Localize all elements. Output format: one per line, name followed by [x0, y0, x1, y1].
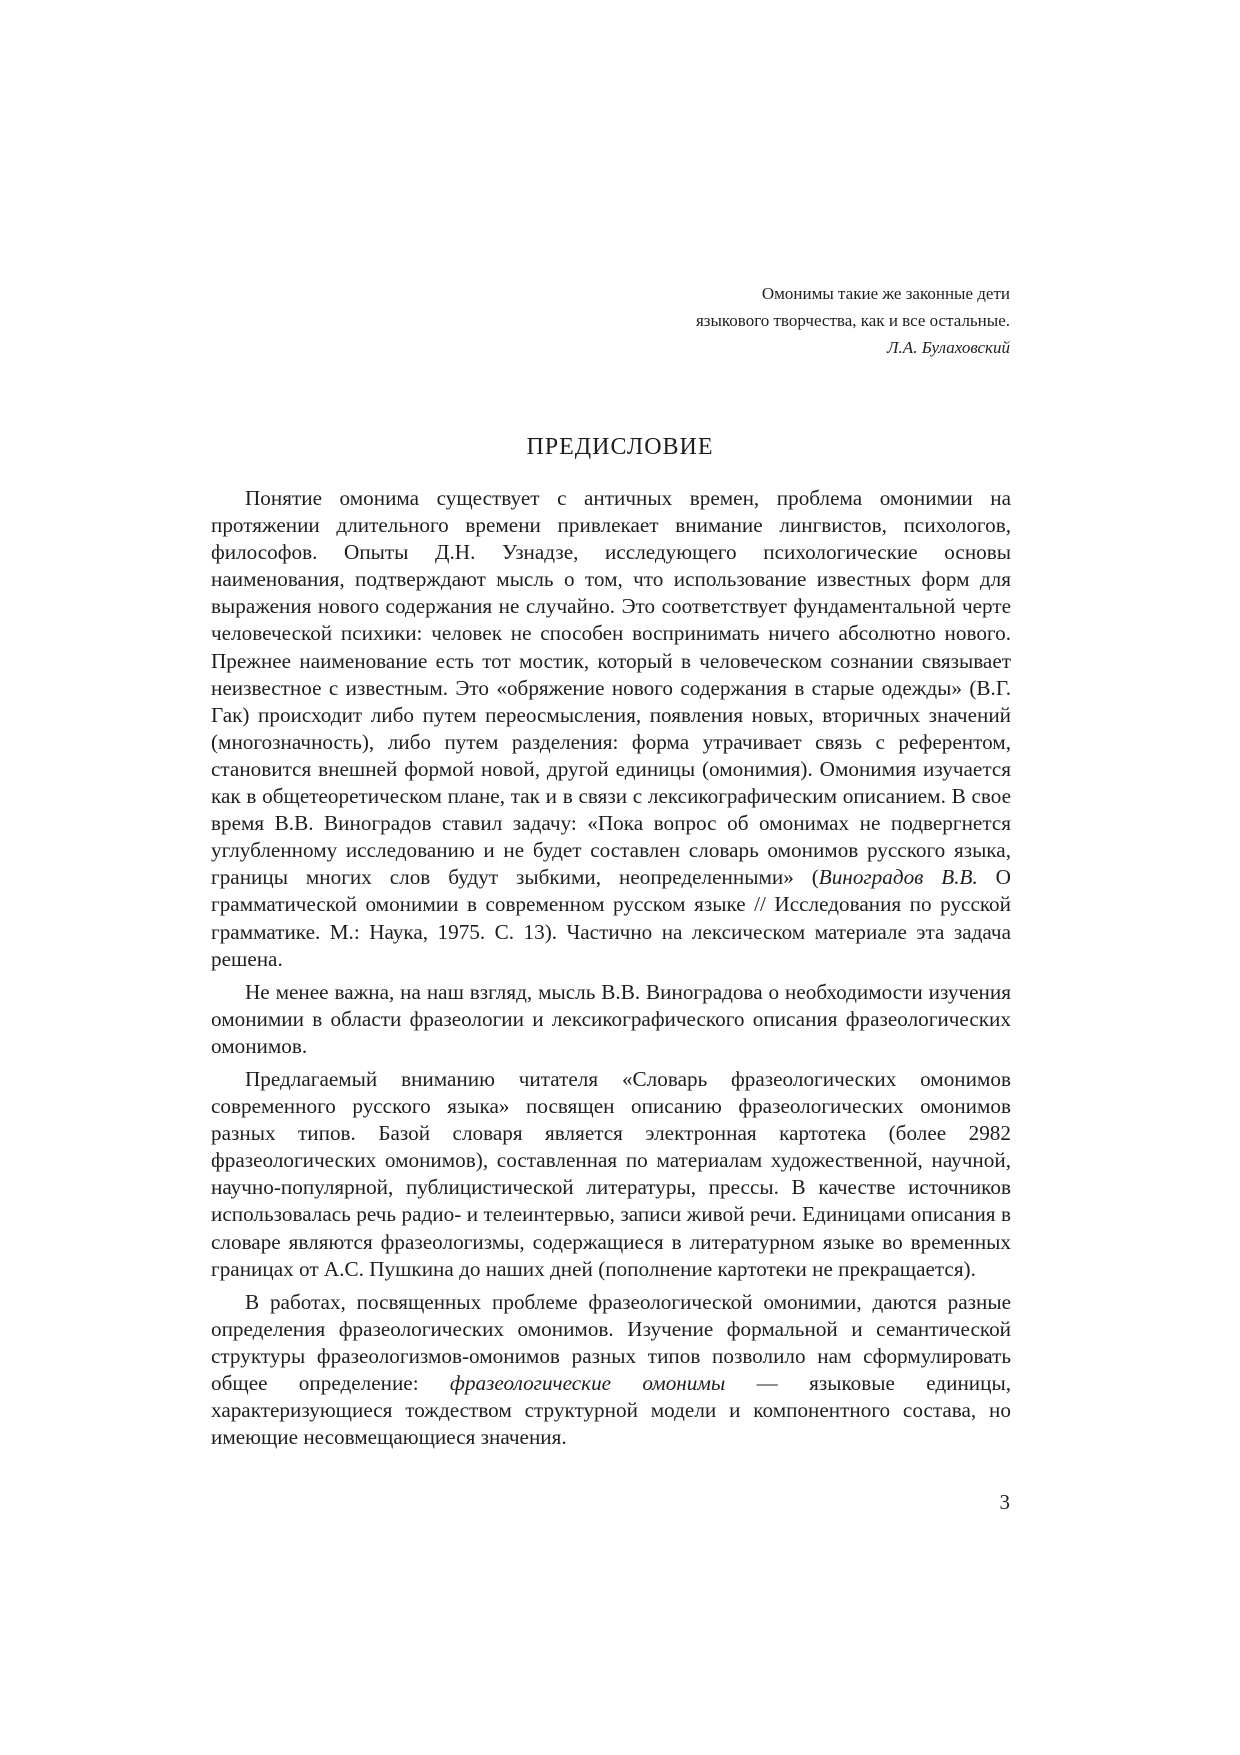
epigraph-line-1: Омонимы такие же законные дети — [761, 284, 1010, 303]
page-number: 3 — [999, 1490, 1010, 1514]
paragraph-1-citation-author: Виноградов В.В. — [818, 865, 978, 890]
paragraph-2: Не менее важна, на наш взгляд, мысль В.В. Виноградова о необходимости изучения омонимии в области фразеологии и лексикографического описания фразеологических омонимов. — [211, 979, 1011, 1058]
paragraph-1-text-a: Понятие омонима существует с античных времен, проблема омонимии на протяжении длительного времени привлекает внимание лингвистов, психологов, философов. Опыты Д.Н. Узнадзе, исследующего психологические основы наименования, подтверждают мысль о том, что использование известных форм для выражения нового содержания не случайно. Это соответствует фундаментальной черте человеческой психики: человек не способен воспринимать ничего абсолютно нового. Прежнее наименование есть тот мостик, который в человеческом сознании связывает неизвестное с известным. Это «обряжение нового содержания в старые одежды» (В.Г. Гак) происходит либо путем переосмысления, появления новых, вторичных значений (многозначность), либо путем разделения: форма утрачивает связь с референтом, становится внешней формой новой, другой единицы (омонимия). Омонимия изучается как в общетеоретическом плане, так и в связи с лексикографическим описанием. В свое время В.В. Виноградов ставил задачу: «Пока вопрос об омонимах не подвергнется углубленному исследованию и не будет составлен словарь омонимов русского языка, границы многих слов будут зыбкими, неопределенными» ( — [211, 486, 1011, 890]
paragraph-1 — [211, 485, 1011, 973]
paragraph-3: Предлагаемый вниманию читателя «Словарь фразеологических омонимов современного русского языка» посвящен описанию фразеологических омонимов разных типов. Базой словаря является электронная картотека (более 2982 фразеологических омонимов), составленная по материалам художественной, научной, научно-популярной, публицистической литературы, прессы. В качестве источников использовалась речь радио- и телеинтервью, записи живой речи. Единицами описания в словаре являются фразеологизмы, содержащиеся в литературном языке во временных границах от А.С. Пушкина до наших дней (пополнение картотеки не прекращается). — [211, 1066, 1011, 1281]
epigraph-author: Л.А. Булаховский — [887, 338, 1010, 357]
paragraph-4-term: фразеологические омонимы — [449, 1371, 726, 1395]
paragraph-4 — [211, 1289, 1011, 1452]
paragraph-1-text-b: О грамматической омонимии в современном русском языке // Исследования по русской грамматике. М.: Наука, 1975. С. 13). Частично на лексическом материале эта задача решена. — [211, 865, 1011, 971]
body-text — [211, 485, 1011, 1451]
paragraph-4-text-a: В работах, посвященных проблеме фразеологической омонимии, даются разные определения фразеологических омонимов. Изучение формальной и семантической структуры фразеологизмов-омонимов разных типов позволило нам сформулировать общее определение: — [211, 1289, 1011, 1395]
paragraph-4-text-b: — языковые единицы, характеризующиеся тождеством структурной модели и компонентного состава, но имеющие несовмещающиеся значения. — [211, 1371, 1011, 1450]
epigraph — [450, 280, 1010, 361]
epigraph-line-2: языкового творчества, как и все остальные. — [695, 311, 1010, 330]
page-title: ПРЕДИСЛОВИЕ — [526, 434, 714, 460]
